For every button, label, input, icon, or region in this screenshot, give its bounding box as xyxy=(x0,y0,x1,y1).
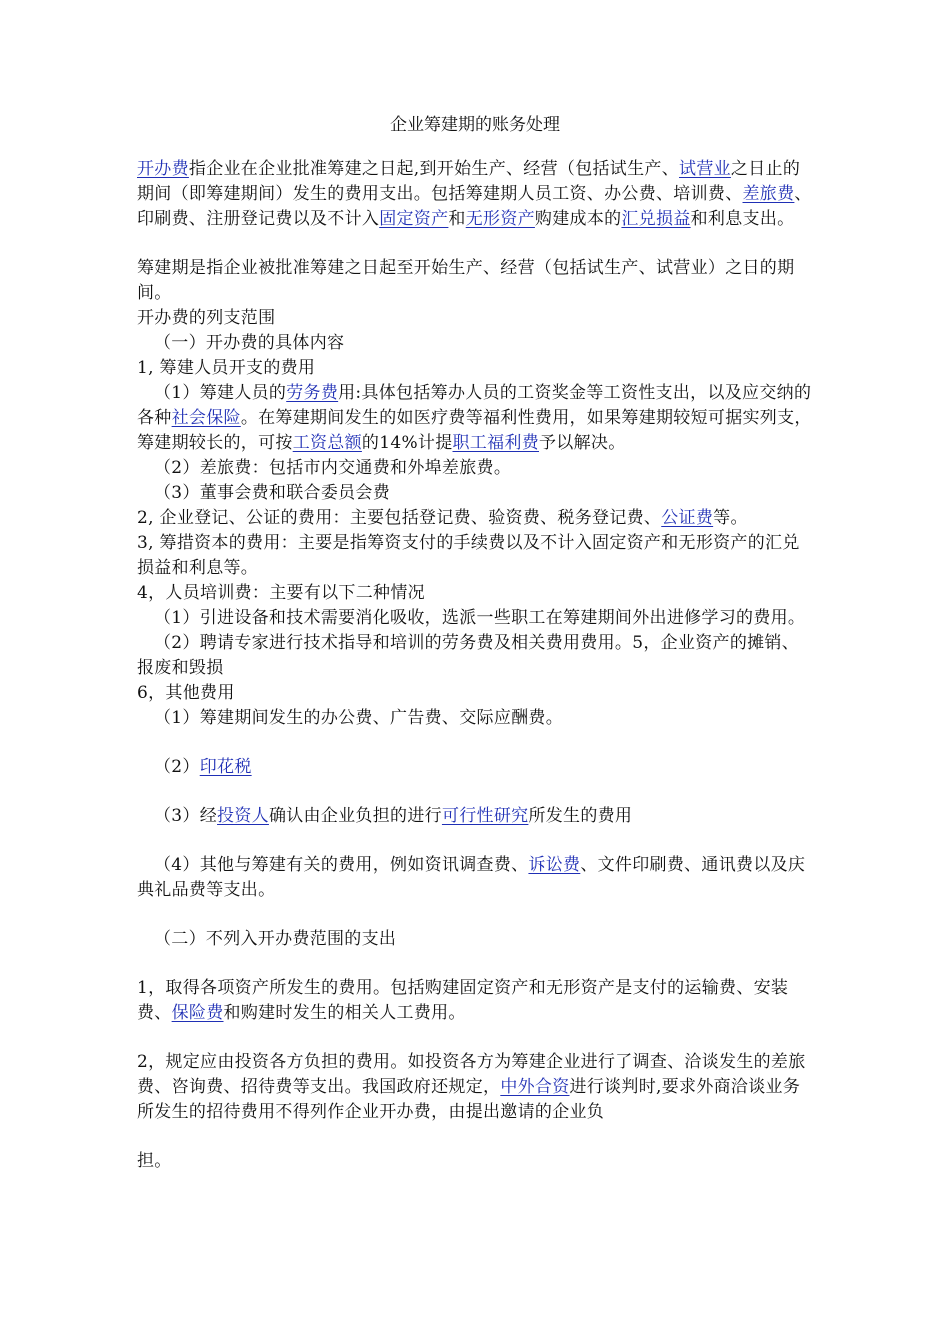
term-link[interactable]: 职工福利费 xyxy=(452,433,539,453)
paragraph xyxy=(137,1149,813,1174)
paragraph xyxy=(137,481,813,506)
paragraph-text: 所发生的费用 xyxy=(528,806,633,826)
term-link[interactable]: 保险费 xyxy=(171,1003,224,1023)
paragraph-text: 1，取得各项资产所发生的费用。包括购建固定资产和无形资产是支付的运输费、安装费、 xyxy=(137,978,789,1023)
paragraph-text: （2）聘请专家进行技术指导和培训的劳务费及相关费用费用。5，企业资产的摊销、报废和毁损 xyxy=(137,633,800,678)
paragraph-text: （2）差旅费：包括市内交通费和外埠差旅费。 xyxy=(154,458,512,478)
paragraph xyxy=(137,706,813,731)
paragraph-text: 和 xyxy=(448,209,466,229)
term-link[interactable]: 汇兑损益 xyxy=(621,209,691,229)
term-link[interactable]: 无形资产 xyxy=(465,209,535,229)
paragraph-spacer xyxy=(137,232,813,256)
term-link[interactable]: 印花税 xyxy=(199,757,252,777)
paragraph-text: （1）引进设备和技术需要消化吸收，选派一些职工在筹建期间外出进修学习的费用。 xyxy=(154,608,806,628)
term-link[interactable]: 公证费 xyxy=(661,508,714,528)
paragraph-text: 予以解决。 xyxy=(539,433,626,453)
term-link[interactable]: 劳务费 xyxy=(286,383,339,403)
paragraph-text: 3, 筹措资本的费用：主要是指筹资支付的手续费以及不计入固定资产和无形资产的汇兑损益和利息等。 xyxy=(137,533,800,578)
paragraph-spacer xyxy=(137,731,813,755)
paragraph-text: 6，其他费用 xyxy=(137,683,235,703)
paragraph-text: 2, 企业登记、公证的费用：主要包括登记费、验资费、税务登记费、 xyxy=(137,508,662,528)
paragraph xyxy=(137,581,813,606)
paragraph-text: 。在筹建期间发生的如医疗费等福利性费用，如果筹建期较短可据实列支，筹建期较长的，可按 xyxy=(137,408,812,453)
paragraph xyxy=(137,456,813,481)
paragraph-text: （二）不列入开办费范围的支出 xyxy=(154,929,397,949)
paragraph xyxy=(137,681,813,706)
paragraph-text: 和购建时发生的相关人工费用。 xyxy=(223,1003,466,1023)
term-link[interactable]: 中外合资 xyxy=(500,1077,570,1097)
paragraph-spacer xyxy=(137,1125,813,1149)
paragraph-text: 用:具体包括筹办人员的工资奖金等工资性支出，以及应交纳的各种 xyxy=(137,383,812,428)
paragraph xyxy=(137,755,813,780)
paragraph xyxy=(137,976,813,1026)
paragraph-text: 4，人员培训费：主要有以下二种情况 xyxy=(137,583,425,603)
term-link[interactable]: 工资总额 xyxy=(292,433,362,453)
term-link[interactable]: 社会保险 xyxy=(171,408,241,428)
paragraph-text: 、文件印刷费、通讯费以及庆典礼品费等支出。 xyxy=(137,855,806,900)
paragraph-text: （1）筹建人员的 xyxy=(154,383,287,403)
paragraph-text: 之日止的期间（即筹建期间）发生的费用支出。包括筹建期人员工资、办公费、培训费、 xyxy=(137,159,801,204)
paragraph-text: 等。 xyxy=(713,508,748,528)
paragraph-text: （1）筹建期间发生的办公费、广告费、交际应酬费。 xyxy=(154,708,564,728)
term-link[interactable]: 诉讼费 xyxy=(528,855,581,875)
paragraph-text: （3）董事会费和联合委员会费 xyxy=(154,483,391,503)
term-link[interactable]: 试营业 xyxy=(679,159,731,179)
paragraph xyxy=(137,256,813,306)
paragraph-text: 的14%计提 xyxy=(361,433,453,453)
paragraph xyxy=(137,306,813,331)
paragraph xyxy=(137,381,813,456)
document-body xyxy=(137,157,813,1174)
paragraph-text: 、印刷费、注册登记费以及不计入 xyxy=(137,184,812,229)
paragraph-text: （3）经 xyxy=(154,806,218,826)
paragraph-text: 担。 xyxy=(137,1151,172,1171)
paragraph-spacer xyxy=(137,780,813,804)
paragraph xyxy=(137,804,813,829)
paragraph xyxy=(137,531,813,581)
paragraph xyxy=(137,157,813,232)
term-link[interactable]: 差旅费 xyxy=(742,184,795,204)
paragraph-text: 确认由企业负担的进行 xyxy=(268,806,442,826)
paragraph xyxy=(137,606,813,631)
paragraph-text: 2，规定应由投资各方负担的费用。如投资各方为筹建企业进行了调查、洽谈发生的差旅费、咨询费、招待费等支出。我国政府还规定， xyxy=(137,1052,806,1097)
paragraph-text: 开办费的列支范围 xyxy=(137,308,276,328)
paragraph-text: 筹建期是指企业被批准筹建之日起至开始生产、经营（包括试生产、试营业）之日的期间。 xyxy=(137,258,795,303)
term-link[interactable]: 投资人 xyxy=(217,806,269,826)
term-link[interactable]: 固定资产 xyxy=(379,209,449,229)
paragraph xyxy=(137,506,813,531)
paragraph-spacer xyxy=(137,903,813,927)
paragraph-text: （2） xyxy=(154,757,200,777)
paragraph-text: 购建成本的 xyxy=(534,209,622,229)
paragraph-text: 和利息支出。 xyxy=(690,209,795,229)
paragraph-spacer xyxy=(137,952,813,976)
paragraph-text: （4）其他与筹建有关的费用，例如资讯调查费、 xyxy=(154,855,529,875)
paragraph xyxy=(137,331,813,356)
paragraph-text: 1, 筹建人员开支的费用 xyxy=(137,358,316,378)
paragraph xyxy=(137,927,813,952)
term-link[interactable]: 可行性研究 xyxy=(441,806,529,826)
paragraph xyxy=(137,853,813,903)
paragraph xyxy=(137,356,813,381)
document-title: 企业筹建期的账务处理 xyxy=(390,115,560,135)
paragraph-spacer xyxy=(137,829,813,853)
paragraph-text: （一）开办费的具体内容 xyxy=(154,333,345,353)
term-link[interactable]: 开办费 xyxy=(137,159,189,179)
paragraph xyxy=(137,631,813,681)
paragraph-text: 指企业在企业批准筹建之日起,到开始生产、经营（包括试生产、 xyxy=(188,159,680,179)
paragraph-spacer xyxy=(137,1026,813,1050)
paragraph xyxy=(137,1050,813,1125)
paragraph-text: 进行谈判时,要求外商洽谈业务所发生的招待费用不得列作企业开办费，由提出邀请的企业负 xyxy=(137,1077,801,1122)
